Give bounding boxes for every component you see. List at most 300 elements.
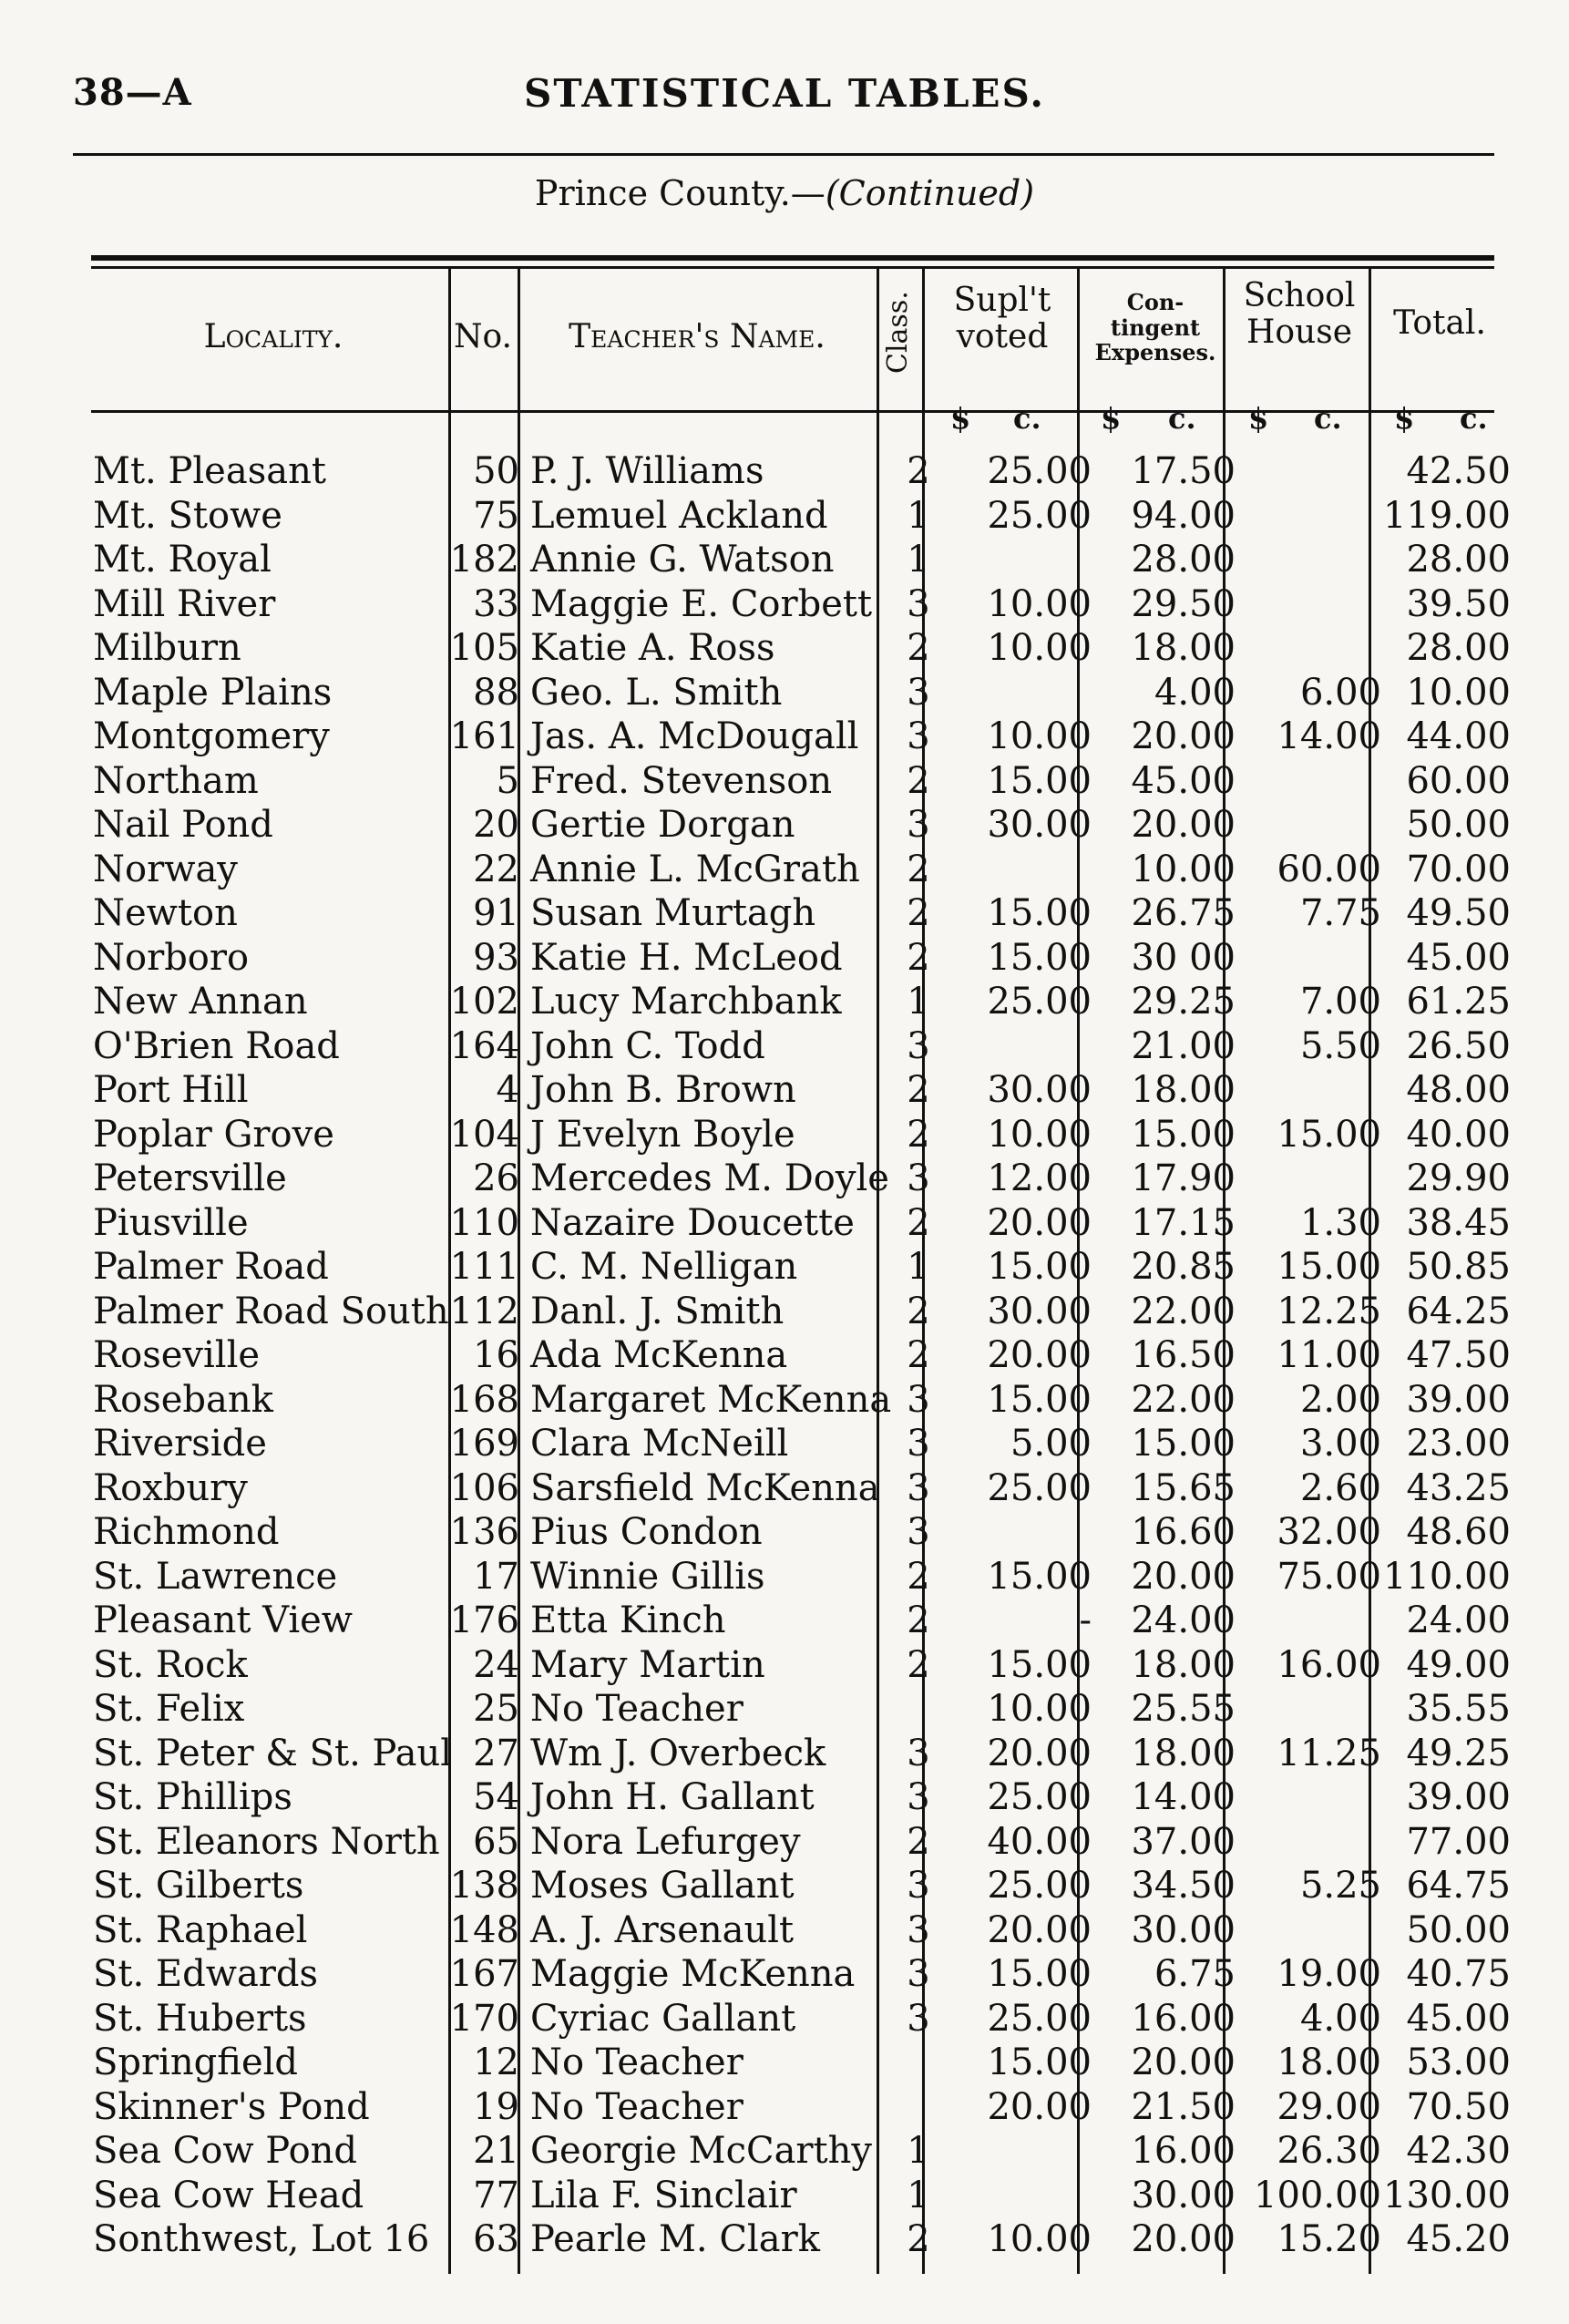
contingent-cell: 29.50 <box>1131 582 1236 625</box>
unit-school-dollar: $ <box>1248 401 1269 436</box>
header-class: Class. <box>882 291 914 375</box>
total-cell: 40.00 <box>1406 1113 1511 1156</box>
number-cell: 111 <box>449 1246 519 1288</box>
total-cell: 45.20 <box>1406 2218 1511 2260</box>
header-school-line1: School <box>1243 277 1356 314</box>
unit-suplt-cents: c. <box>1013 401 1041 436</box>
class-cell: 3 <box>907 1776 930 1818</box>
number-cell: 168 <box>449 1378 519 1421</box>
total-cell: 53.00 <box>1406 2041 1511 2083</box>
suplt-voted-cell: 15.00 <box>987 759 1092 802</box>
table-row <box>0 2086 1569 2131</box>
locality-cell: Montgomery <box>93 715 330 757</box>
total-cell: 35.55 <box>1406 1688 1511 1730</box>
suplt-voted-cell: 10.00 <box>987 582 1092 625</box>
contingent-cell: 6.75 <box>1154 1953 1236 1995</box>
table-row <box>0 1157 1569 1202</box>
contingent-cell: 20.00 <box>1131 804 1236 846</box>
suplt-voted-cell: 15.00 <box>987 936 1092 979</box>
teacher-cell: No Teacher <box>530 2085 743 2128</box>
class-cell: 3 <box>907 1024 930 1067</box>
teacher-cell: Ada McKenna <box>530 1334 788 1376</box>
teacher-cell: Nazaire Doucette <box>530 1201 855 1244</box>
number-cell: 63 <box>473 2218 519 2260</box>
number-cell: 20 <box>473 804 519 846</box>
class-cell: 3 <box>907 1511 930 1553</box>
total-cell: 24.00 <box>1406 1599 1511 1641</box>
total-cell: 48.60 <box>1406 1511 1511 1553</box>
suplt-voted-cell: 5.00 <box>1010 1423 1092 1465</box>
school-house-cell: 11.00 <box>1277 1334 1381 1376</box>
locality-cell: Norway <box>93 848 238 890</box>
class-cell: 3 <box>907 1423 930 1465</box>
total-cell: 50.00 <box>1406 804 1511 846</box>
number-cell: 105 <box>449 627 519 669</box>
suplt-voted-cell: 25.00 <box>987 1466 1092 1509</box>
table-row <box>0 450 1569 495</box>
locality-cell: St. Raphael <box>93 1908 308 1951</box>
class-cell: 1 <box>907 2130 930 2172</box>
header-double-rule-top <box>91 255 1494 261</box>
contingent-cell: 20.00 <box>1131 2218 1236 2260</box>
total-cell: 49.50 <box>1406 892 1511 934</box>
class-cell: 3 <box>907 804 930 846</box>
teacher-cell: Lila F. Sinclair <box>530 2174 797 2216</box>
suplt-voted-cell: 15.00 <box>987 892 1092 934</box>
total-cell: 77.00 <box>1406 1820 1511 1863</box>
school-house-cell: 26.30 <box>1277 2130 1381 2172</box>
number-cell: 19 <box>473 2085 519 2128</box>
table-row <box>0 981 1569 1025</box>
contingent-cell: 30 00 <box>1131 936 1236 979</box>
teacher-cell: Pius Condon <box>530 1511 763 1553</box>
unit-total-cents: c. <box>1460 401 1488 436</box>
total-cell: 29.90 <box>1406 1157 1511 1199</box>
contingent-cell: 17.90 <box>1131 1157 1236 1199</box>
number-cell: 25 <box>473 1688 519 1730</box>
school-house-cell: 5.25 <box>1299 1865 1381 1907</box>
school-house-cell: 4.00 <box>1299 1997 1381 2040</box>
locality-cell: Skinner's Pond <box>93 2085 370 2128</box>
total-cell: 61.25 <box>1406 981 1511 1023</box>
teacher-cell: Clara McNeill <box>530 1423 789 1465</box>
number-cell: 21 <box>473 2130 519 2172</box>
suplt-voted-cell: 20.00 <box>987 1201 1092 1244</box>
table-row <box>0 1511 1569 1556</box>
class-cell: 3 <box>907 1953 930 1995</box>
number-cell: 88 <box>473 671 519 714</box>
table-row <box>0 715 1569 760</box>
teacher-cell: Lemuel Ackland <box>530 494 828 537</box>
teacher-cell: Lucy Marchbank <box>530 981 842 1023</box>
teacher-cell: Maggie E. Corbett <box>530 582 873 625</box>
contingent-cell: 25.55 <box>1131 1688 1236 1730</box>
unit-suplt-dollar: $ <box>950 401 971 436</box>
class-cell: 2 <box>907 1290 930 1332</box>
class-cell: 1 <box>907 494 930 537</box>
locality-cell: St. Edwards <box>93 1953 319 1995</box>
header-contingent-line1: Con- <box>1126 289 1184 315</box>
contingent-cell: 37.00 <box>1131 1820 1236 1863</box>
section-subtitle <box>0 173 1569 213</box>
school-house-cell: 29.00 <box>1277 2085 1381 2128</box>
school-house-cell: 100.00 <box>1254 2174 1381 2216</box>
locality-cell: St. Eleanors North <box>93 1820 440 1863</box>
table-row <box>0 760 1569 805</box>
locality-cell: New Annan <box>93 981 308 1023</box>
locality-cell: St. Felix <box>93 1688 245 1730</box>
class-cell: 1 <box>907 539 930 581</box>
teacher-cell: P. J. Williams <box>530 450 764 492</box>
class-cell: 3 <box>907 582 930 625</box>
class-cell: 2 <box>907 936 930 979</box>
table-row <box>0 804 1569 848</box>
total-cell: 60.00 <box>1406 759 1511 802</box>
header-contingent <box>1082 290 1228 365</box>
header-locality: Locality. <box>203 318 344 355</box>
total-cell: 119.00 <box>1383 494 1511 537</box>
total-cell: 50.00 <box>1406 1908 1511 1951</box>
total-cell: 23.00 <box>1406 1423 1511 1465</box>
contingent-cell: 34.50 <box>1131 1865 1236 1907</box>
total-cell: 43.25 <box>1406 1466 1511 1509</box>
contingent-cell: 20.00 <box>1131 1555 1236 1598</box>
suplt-voted-cell: 20.00 <box>987 1908 1092 1951</box>
header-teacher: Teacher's Name. <box>569 318 826 355</box>
suplt-voted-cell: 15.00 <box>987 1953 1092 1995</box>
locality-cell: Roxbury <box>93 1466 248 1509</box>
contingent-cell: 30.00 <box>1131 2174 1236 2216</box>
locality-cell: St. Peter & St. Paul <box>93 1732 453 1774</box>
school-house-cell: 15.00 <box>1277 1113 1381 1156</box>
class-cell: 3 <box>907 1157 930 1199</box>
total-cell: 28.00 <box>1406 539 1511 581</box>
class-cell: 2 <box>907 759 930 802</box>
teacher-cell: Margaret McKenna <box>530 1378 892 1421</box>
page-number: 38—A <box>73 71 192 114</box>
suplt-voted-cell: 25.00 <box>987 1997 1092 2040</box>
suplt-voted-cell: 15.00 <box>987 1378 1092 1421</box>
table-row <box>0 672 1569 716</box>
teacher-cell: Danl. J. Smith <box>530 1290 784 1332</box>
locality-cell: Riverside <box>93 1423 267 1465</box>
table-row <box>0 1114 1569 1158</box>
suplt-voted-cell: 20.00 <box>987 2085 1092 2128</box>
total-cell: 39.00 <box>1406 1776 1511 1818</box>
school-house-cell: 15.20 <box>1277 2218 1381 2260</box>
school-house-cell: 18.00 <box>1277 2041 1381 2083</box>
table-row <box>0 1998 1569 2042</box>
locality-cell: Springfield <box>93 2041 299 2083</box>
locality-cell: St. Rock <box>93 1643 248 1686</box>
number-cell: 24 <box>473 1643 519 1686</box>
locality-cell: Mill River <box>93 582 276 625</box>
number-cell: 138 <box>449 1865 519 1907</box>
table-row <box>0 2130 1569 2175</box>
teacher-cell: A. J. Arsenault <box>530 1908 795 1951</box>
table-row <box>0 1334 1569 1379</box>
total-cell: 70.50 <box>1406 2085 1511 2128</box>
teacher-cell: Katie H. McLeod <box>530 936 843 979</box>
school-house-cell: 14.00 <box>1277 715 1381 757</box>
contingent-cell: 15.65 <box>1131 1466 1236 1509</box>
number-cell: 75 <box>473 494 519 537</box>
locality-cell: Richmond <box>93 1511 280 1553</box>
number-cell: 161 <box>449 715 519 757</box>
locality-cell: St. Lawrence <box>93 1555 338 1598</box>
school-house-cell: 12.25 <box>1277 1290 1381 1332</box>
contingent-cell: 20.00 <box>1131 715 1236 757</box>
number-cell: 16 <box>473 1334 519 1376</box>
locality-cell: Rosebank <box>93 1378 273 1421</box>
contingent-cell: 4.00 <box>1154 671 1236 714</box>
header-school-line2: House <box>1246 313 1353 351</box>
class-cell: 2 <box>907 1820 930 1863</box>
locality-cell: St. Gilberts <box>93 1865 304 1907</box>
class-cell: 1 <box>907 981 930 1023</box>
total-cell: 39.50 <box>1406 582 1511 625</box>
class-cell: 2 <box>907 848 930 890</box>
locality-cell: St. Huberts <box>93 1997 307 2040</box>
suplt-voted-cell: 15.00 <box>987 1555 1092 1598</box>
contingent-cell: 30.00 <box>1131 1908 1236 1951</box>
total-cell: 47.50 <box>1406 1334 1511 1376</box>
header-bottom-rule <box>91 410 1494 413</box>
header-suplt-line1: Supl't <box>953 282 1051 319</box>
school-house-cell: 60.00 <box>1277 848 1381 890</box>
school-house-cell: 16.00 <box>1277 1643 1381 1686</box>
contingent-cell: 15.00 <box>1131 1113 1236 1156</box>
number-cell: 112 <box>449 1290 519 1332</box>
school-house-cell: 6.00 <box>1299 671 1381 714</box>
total-cell: 130.00 <box>1383 2174 1511 2216</box>
teacher-cell: Geo. L. Smith <box>530 671 783 714</box>
teacher-cell: Fred. Stevenson <box>530 759 833 802</box>
locality-cell: Poplar Grove <box>93 1113 334 1156</box>
teacher-cell: John C. Todd <box>530 1024 765 1067</box>
header-total: Total. <box>1393 304 1486 342</box>
header-double-rule-bottom <box>91 266 1494 269</box>
total-cell: 49.00 <box>1406 1643 1511 1686</box>
total-cell: 10.00 <box>1406 671 1511 714</box>
number-cell: 164 <box>449 1024 519 1067</box>
number-cell: 65 <box>473 1820 519 1863</box>
teacher-cell: Susan Murtagh <box>530 892 816 934</box>
table-row <box>0 495 1569 540</box>
table-row <box>0 1467 1569 1512</box>
contingent-cell: 18.00 <box>1131 1643 1236 1686</box>
suplt-voted-cell: 20.00 <box>987 1732 1092 1774</box>
teacher-cell: Nora Lefurgey <box>530 1820 801 1863</box>
school-house-cell: 2.60 <box>1299 1466 1381 1509</box>
table-row <box>0 1246 1569 1291</box>
teacher-cell: No Teacher <box>530 1688 743 1730</box>
number-cell: 167 <box>449 1953 519 1995</box>
number-cell: 54 <box>473 1776 519 1818</box>
total-cell: 42.50 <box>1406 450 1511 492</box>
teacher-cell: Winnie Gillis <box>530 1555 765 1598</box>
total-cell: 42.30 <box>1406 2130 1511 2172</box>
total-cell: 44.00 <box>1406 715 1511 757</box>
locality-cell: Newton <box>93 892 238 934</box>
school-house-cell: 32.00 <box>1277 1511 1381 1553</box>
class-cell: 2 <box>907 1599 930 1641</box>
number-cell: 77 <box>473 2174 519 2216</box>
class-cell: 2 <box>907 1069 930 1111</box>
suplt-voted-cell: 30.00 <box>987 1290 1092 1332</box>
locality-cell: Roseville <box>93 1334 261 1376</box>
locality-cell: Northam <box>93 759 259 802</box>
table-row <box>0 1599 1569 1644</box>
locality-cell: Mt. Royal <box>93 539 272 581</box>
locality-cell: Milburn <box>93 627 241 669</box>
contingent-cell: 22.00 <box>1131 1378 1236 1421</box>
contingent-cell: 20.00 <box>1131 2041 1236 2083</box>
suplt-voted-cell: 10.00 <box>987 627 1092 669</box>
school-house-cell: 11.25 <box>1277 1732 1381 1774</box>
total-cell: 28.00 <box>1406 627 1511 669</box>
class-cell: 3 <box>907 715 930 757</box>
contingent-cell: 20.85 <box>1131 1246 1236 1288</box>
teacher-cell: No Teacher <box>530 2041 743 2083</box>
contingent-cell: 29.25 <box>1131 981 1236 1023</box>
class-cell: 3 <box>907 1732 930 1774</box>
teacher-cell: John B. Brown <box>530 1069 796 1111</box>
total-cell: 39.00 <box>1406 1378 1511 1421</box>
number-cell: 136 <box>449 1511 519 1553</box>
suplt-voted-cell: 12.00 <box>987 1157 1092 1199</box>
contingent-cell: 21.50 <box>1131 2085 1236 2128</box>
class-cell: 2 <box>907 450 930 492</box>
school-house-cell: 5.50 <box>1299 1024 1381 1067</box>
class-cell: 3 <box>907 671 930 714</box>
table-row <box>0 937 1569 982</box>
unit-cont-cents: c. <box>1168 401 1196 436</box>
suplt-voted-cell: 30.00 <box>987 804 1092 846</box>
table-row <box>0 1423 1569 1467</box>
table-row <box>0 627 1569 672</box>
class-cell: 3 <box>907 1865 930 1907</box>
school-house-cell: 3.00 <box>1299 1423 1381 1465</box>
header-no: No. <box>454 318 512 355</box>
number-cell: 22 <box>473 848 519 890</box>
table-row <box>0 583 1569 628</box>
table-row <box>0 1953 1569 1998</box>
teacher-cell: Mary Martin <box>530 1643 765 1686</box>
total-cell: 64.75 <box>1406 1865 1511 1907</box>
header-suplt-line2: voted <box>956 317 1049 355</box>
contingent-cell: 10.00 <box>1131 848 1236 890</box>
locality-cell: Sea Cow Head <box>93 2174 364 2216</box>
class-cell: 2 <box>907 2218 930 2260</box>
class-cell: 2 <box>907 1201 930 1244</box>
contingent-cell: 17.50 <box>1131 450 1236 492</box>
contingent-cell: 26.75 <box>1131 892 1236 934</box>
table-row <box>0 2218 1569 2263</box>
teacher-cell: Annie L. McGrath <box>530 848 860 890</box>
number-cell: 106 <box>449 1466 519 1509</box>
total-cell: 45.00 <box>1406 936 1511 979</box>
contingent-cell: 28.00 <box>1131 539 1236 581</box>
table-row <box>0 1069 1569 1114</box>
number-cell: 102 <box>449 981 519 1023</box>
total-cell: 38.45 <box>1406 1201 1511 1244</box>
school-house-cell: 19.00 <box>1277 1953 1381 1995</box>
contingent-cell: 45.00 <box>1131 759 1236 802</box>
school-house-cell: 15.00 <box>1277 1246 1381 1288</box>
number-cell: 110 <box>449 1201 519 1244</box>
table-row <box>0 1025 1569 1070</box>
total-cell: 70.00 <box>1406 848 1511 890</box>
unit-total-dollar: $ <box>1394 401 1415 436</box>
school-house-cell: 75.00 <box>1277 1555 1381 1598</box>
table-row <box>0 1644 1569 1689</box>
table-row <box>0 1202 1569 1247</box>
table-row <box>0 1379 1569 1424</box>
number-cell: 169 <box>449 1423 519 1465</box>
number-cell: 176 <box>449 1599 519 1641</box>
class-cell: 1 <box>907 2174 930 2216</box>
suplt-voted-cell: 10.00 <box>987 715 1092 757</box>
number-cell: 5 <box>496 759 519 802</box>
suplt-voted-cell: - <box>1079 1599 1092 1641</box>
contingent-cell: 16.00 <box>1131 1997 1236 2040</box>
suplt-voted-cell: 15.00 <box>987 1246 1092 1288</box>
locality-cell: Port Hill <box>93 1069 249 1111</box>
contingent-cell: 22.00 <box>1131 1290 1236 1332</box>
locality-cell: Mt. Pleasant <box>93 450 326 492</box>
school-house-cell: 2.00 <box>1299 1378 1381 1421</box>
teacher-cell: Jas. A. McDougall <box>530 715 859 757</box>
total-cell: 64.25 <box>1406 1290 1511 1332</box>
suplt-voted-cell: 25.00 <box>987 1776 1092 1818</box>
class-cell: 2 <box>907 627 930 669</box>
class-cell: 2 <box>907 1643 930 1686</box>
teacher-cell: Maggie McKenna <box>530 1953 856 1995</box>
table-row <box>0 1688 1569 1733</box>
contingent-cell: 18.00 <box>1131 627 1236 669</box>
class-cell: 2 <box>907 1334 930 1376</box>
number-cell: 148 <box>449 1908 519 1951</box>
locality-cell: Petersville <box>93 1157 287 1199</box>
suplt-voted-cell: 40.00 <box>987 1820 1092 1863</box>
number-cell: 104 <box>449 1113 519 1156</box>
locality-cell: Sea Cow Pond <box>93 2130 358 2172</box>
teacher-cell: Moses Gallant <box>530 1865 795 1907</box>
number-cell: 93 <box>473 936 519 979</box>
contingent-cell: 24.00 <box>1131 1599 1236 1641</box>
locality-cell: Mt. Stowe <box>93 494 282 537</box>
county-name: Prince County.— <box>534 173 826 213</box>
suplt-voted-cell: 15.00 <box>987 1643 1092 1686</box>
locality-cell: O'Brien Road <box>93 1024 340 1067</box>
class-cell: 2 <box>907 1113 930 1156</box>
contingent-cell: 16.00 <box>1131 2130 1236 2172</box>
total-cell: 49.25 <box>1406 1732 1511 1774</box>
contingent-cell: 16.50 <box>1131 1334 1236 1376</box>
header-school-house <box>1226 278 1372 350</box>
locality-cell: Maple Plains <box>93 671 333 714</box>
teacher-cell: Katie A. Ross <box>530 627 775 669</box>
suplt-voted-cell: 25.00 <box>987 981 1092 1023</box>
number-cell: 27 <box>473 1732 519 1774</box>
number-cell: 17 <box>473 1555 519 1598</box>
table-row <box>0 1733 1569 1777</box>
number-cell: 182 <box>449 539 519 581</box>
number-cell: 50 <box>473 450 519 492</box>
number-cell: 4 <box>496 1069 519 1111</box>
locality-cell: Pleasant View <box>93 1599 354 1641</box>
